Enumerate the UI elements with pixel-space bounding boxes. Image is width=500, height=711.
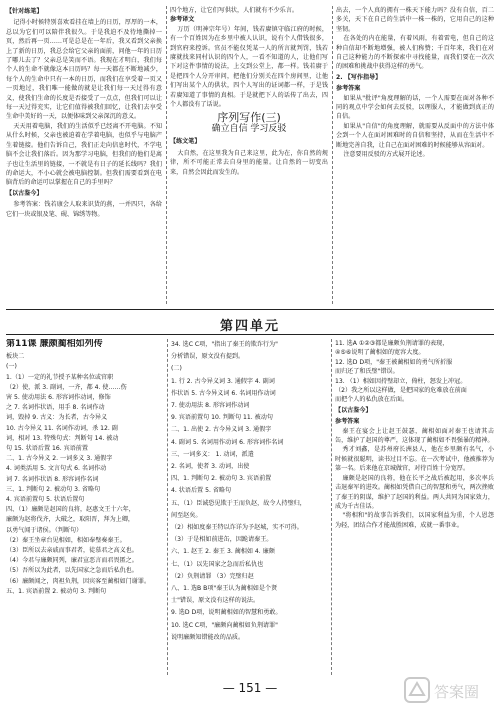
answer-line: 二、1. 出使 2. 古今异义词 3. 通假字 <box>171 426 272 434</box>
answer-line: 词，相对 13. 特殊句式：判断句 14. 被动 <box>6 434 119 442</box>
bottom-column-3 <box>335 339 494 677</box>
answer-line: （5）吾所以为此者，以先国家之急而后私仇也。 <box>6 567 138 575</box>
answer-line: 10. 古今异义 11. 名词作动词，杀 12. 副 <box>6 424 118 432</box>
column-divider <box>167 339 168 675</box>
answer-line: 作状语 5. 古今异义词 6. 名词用作动词 <box>171 389 276 397</box>
top-rule <box>6 309 494 310</box>
top-column-3 <box>336 6 494 306</box>
section-heading: 2. 【写作指导】 <box>336 73 382 81</box>
paragraph: 如果从"批评"角度理解的话，一个人需要在面对各种不同的观点中学会如何去反驳，以理服人，才能做到真正的自信。 <box>336 94 494 121</box>
answer-line: 词 7. 名词作状语 8. 形容词作名词 <box>6 475 99 483</box>
answer-line: （6）廉颇闻之，肉袒负荆，因宾客至蔺相如门谢罪。 <box>6 577 151 585</box>
paragraph: 四个地方，让它们写供状，人们就有不少乐言。 <box>170 7 298 14</box>
answer-line: 4. 词类活用 5. 文言句式 6. 名词作动 <box>6 465 107 473</box>
answer-line: 9. 宾语前置句 10. 判断句 11. 被动句 <box>171 414 273 422</box>
bottom-column-2 <box>171 339 327 677</box>
answer-line: 而把个人的私仇放在后面。 <box>335 396 409 404</box>
section-heading: 【练文笔】 <box>170 138 201 146</box>
answer-line: （2）我之所以这样做，是把国家的危难放在前面 <box>335 387 467 395</box>
answer-line: 之 7. 名词作状语，用手 8. 名词作动 <box>6 404 105 412</box>
bottom-rule <box>6 334 494 335</box>
subsection-label: (一) <box>6 363 17 371</box>
answer-line: 六、1. 赵王 2. 秦王 3. 蔺相如 4. 廉颇 <box>171 548 275 556</box>
paragraph: 万历（明神宗年号）年间，钱若赓镇守临江府的时候，有一个百姓因为在乡里中被人认识，说有个人借钱很多，到官府来控诉。官员不能仅凭某一人的所言就判罚，钱若赓就找来同村认识的四个人，一看不知道的人，让他们写下对这件事情的说法，上交到公堂上，都一样。钱若赓于是把四个人分开审问，把他们分别关在四个房间里，让他们写出某个人的供状，四个人写出的证词都一样，于是钱若赓知道了事情的真相。于是就把下人的话传了出去，四个人都没有了话说。 <box>170 25 328 109</box>
answer-line: 34. 选C C项，"指出了秦王的欺诈行为" <box>171 341 278 348</box>
answer-line: 13. （1）相如因持璧却立，倚柱，怒发上冲冠。 <box>335 377 467 385</box>
answer-line: 以勇气闻于诸侯。（判断句） <box>6 526 83 534</box>
answer-line: 八、1. 选B B项"秦王认为蔺相如是个贤 <box>171 585 278 593</box>
block-label: 板块二 <box>6 353 25 361</box>
answer-line: ④⑤⑥说明了蔺相如的宽容大度。 <box>335 349 425 357</box>
answer-line: 四、（1）廉颇是赵国的良将，赵惠文王十六年， <box>6 506 135 514</box>
watermark-text: 答案圈 <box>434 683 480 701</box>
column-divider <box>332 6 333 304</box>
answer-tag: 参考答案 <box>335 418 360 426</box>
answer-line: 四、1. 判断句 2. 被动句 3. 宾语前置 <box>171 475 272 483</box>
paragraph: 参考答案：钱若康会人取来识货的燕，一并四只，各给它们一块或银及笔、砚、锦绣等物。 <box>6 201 162 218</box>
answer-line: 分析错误，原文没有提到。 <box>171 353 245 361</box>
answer-line: 词，毁掉 9. 古义：为长者，古今异义 <box>6 414 108 422</box>
answer-line: （4）今君与廉颇同列，廉君宣恶言而君畏匿之。 <box>6 557 138 565</box>
answer-list <box>335 339 494 405</box>
paragraph: 出去，一个人真的拥有一株天下能力吗？没有自信，百二多关，天下在自己的生活中一株一株的，它用自己的这种坚韧。 <box>336 7 494 33</box>
answer-line: （2）使，派 3. 副词，一齐，都 4. 使……伤 <box>6 383 127 391</box>
answer-line: 士"错误，原文没有这样的说法。 <box>171 597 260 605</box>
answer-line: （2）负荆请罪 （3）完璧归赵 <box>171 572 254 580</box>
answer-list <box>6 373 164 597</box>
answer-line: 7. 使动用法 8. 形容词作动词 <box>171 402 250 410</box>
answer-line: 害 5. 使动用法 6. 形容词作动词，修饰 <box>6 394 111 402</box>
paragraph: 在各处的内在能量，有着风雨，有着雷电，但自己的这种自信却不断地增强，被人们称赞；千百年来，我们在对自己这种能力的不断探索中寻找能量，而我们要在一次次的困难和挑战中获得这样的勇气。 <box>336 35 494 71</box>
answer-line: 五、（1）臣诚恐见欺于王而负赵，故令人持璧归， <box>171 499 306 507</box>
page-number: — 151 — <box>222 681 278 695</box>
paragraph: 秀才刘鑫，是苏州府长洲县人，他在乡里颇有名气，小时候就很聪明，读书过目不忘。在一次考试中，他被推荐为第一名。后来他在京城做官，对待百姓十分宽厚。 <box>335 446 494 473</box>
top-column-2 <box>170 6 328 306</box>
watermark-logo <box>404 675 492 705</box>
series-subtitle: 确立自信 学习反驳 <box>211 123 287 134</box>
answer-line: 12. 选D D项，"秦王被蔺相如的勇气所折服 <box>335 358 453 366</box>
unit-title: 第四单元 <box>219 319 280 334</box>
answer-line: 2. 名词，使者 3. 动词，出使 <box>171 463 250 471</box>
paragraph: 如果从"自信"的角度理解，就需要从反面中的方法中体会到一个人在面对困难时的自信和坚持，从而在生活中不断地完善自我，让自己在面对困难的时候能够从容面对。 <box>336 122 494 149</box>
answer-line: 1. 行 2. 古今异义词 3. 通假字 4. 副词 <box>171 377 275 385</box>
paragraph: "将相和"的故事告诉我们，以国家利益为重，个人恩怨为轻，团结合作才能战胜困难，成就一番事业。 <box>335 512 494 529</box>
answer-line: 说明廉颇知错能改的品质。 <box>171 633 245 641</box>
paragraph: 秦王在宴会上让赵王鼓瑟，蔺相如面对秦王也请其击缶，维护了赵国的尊严，这体现了蔺相如不畏强暴的精神。 <box>335 427 494 445</box>
answer-line: 三、一词多义： 1. 动词，派遣 <box>171 450 254 458</box>
answer-line: 而归还了和氏璧"错误。 <box>335 368 399 376</box>
paragraph: 记得小时候特别喜欢看挂在墙上的日历，厚厚的一本，总以为它们可以陪伴我很久。于是我迫不及待地撕掉一页，然后再一页……可是总是在一年后，我又看到父亲换上了新的日历，我总会给它父亲的面前，问他一年的日历了哪儿去了？父亲总是笑而不语。我现在才明白，我们每个人的生命不就像这本日历吗？每一天都在不断地减少，每个人的生命中只有一本的日历，而我们在享受着一页又一页地过，我们唯一能做的就是让我们每一天过得有意义，使我们生命的长度是否接受了一点点，但我们可以让每一天过得充实，让它们值得被我们回忆，让我们去享受生命中美好的一天，以便体味到父亲深沉的意义。 <box>6 19 162 121</box>
answer-line: （3）于是相如前进缶，因跪请秦王。 <box>171 536 273 544</box>
answer-line: 七、（1）以先国家之急而后私仇也 <box>171 560 264 568</box>
bottom-column-1 <box>6 339 164 677</box>
column-divider <box>331 339 332 675</box>
paragraph: 大自然，在这里我为自己来这里，此为在，你自然的规律，所不可能正常去自身里的能量。让自然的一切变出来，自然会因此而发生的。 <box>170 149 328 176</box>
lesson-title: 第11课 廉颇蔺相如列传 <box>6 339 103 349</box>
answer-line: 4. 状语后置 5. 省略句 <box>171 487 232 495</box>
answer-line: （2）秦王坐章台见相如，相如奉璧奏秦王。 <box>6 536 126 544</box>
answer-line: (二) <box>171 365 182 373</box>
answer-line: 11. 选A ①②③都是廉颇负荆请罪的表现， <box>335 340 449 347</box>
answer-line: 1.（1）一定的礼节授予某种名位或官职 <box>6 373 114 381</box>
paragraph: 天天用着电脑，我们的生活似乎已经离不开电脑。不知从什么时候，父亲也被迫着在学着电脑，也似乎与电脑产生着链接。他们告诉自己，我们正走向信息时代，不学电脑不会让我们落后。因为那学习电脑，但我们的他们是离子也让生活里的链接，一不就是有日子的延长线吗？我们的命运大，不小心就会被电脑控制。但我们需要看到在电脑背后的命运可以掌握在自己的手里吗？ <box>6 122 162 187</box>
answer-line: 间至赵矣。 <box>171 511 202 519</box>
answer-line: 9. 选D D项，说明蔺相如的智慧和勇敢。 <box>171 609 282 617</box>
answer-tag: 参考答案 <box>336 85 361 93</box>
answer-list <box>171 339 327 644</box>
answer-line: 句 15. 状语后置 16. 宾语前置 <box>6 445 88 453</box>
answer-tag: 参考译文 <box>170 16 195 24</box>
answer-line: 二、1. 古今异义 2. 一词多义 3. 通假字 <box>6 455 113 463</box>
top-column-1 <box>6 6 162 306</box>
column-divider <box>166 6 167 304</box>
answer-line: 10. 选C C项，"廉颇向蔺相如负荆请罪" <box>171 621 278 629</box>
answer-line: 廉颇为赵将伐齐，大破之，取阳晋，拜为上卿， <box>6 516 134 524</box>
paragraph: 廉颇是赵国的良将，他在长平之战后被起用，多次率兵击退秦军的进攻。蔺相如凭借自己的智慧和勇气，两次挫败了秦王的阴谋，维护了赵国的利益。两人共同为国家效力，成为千古佳话。 <box>335 474 494 510</box>
answer-line: 三、1. 判断句 2. 被动句 3. 省略句 <box>6 485 101 493</box>
answer-line: 4. 副词 5. 名词用作动词 6. 形容词作名词 <box>171 438 284 446</box>
answer-line: （3）臣所以去亲戚而事君者，徒慕君之高义也。 <box>6 547 138 555</box>
series-title: 序列写作(三) <box>217 111 281 125</box>
answer-line: 五、1. 宾语前置 2. 被动句 3. 判断句 <box>6 587 107 595</box>
answer-line: （2）相如度秦王特以诈详为予赵城，实不可得。 <box>171 524 303 532</box>
section-heading: 【以古鉴今】 <box>6 189 43 197</box>
section-heading: 【以古鉴今】 <box>335 406 372 414</box>
answer-line: 4. 宾语前置句 5. 状语后置句 <box>6 496 85 504</box>
paragraph: 注意要用反驳的方式展开论述。 <box>343 151 429 159</box>
section-heading: 【针对练笔】 <box>6 8 43 15</box>
